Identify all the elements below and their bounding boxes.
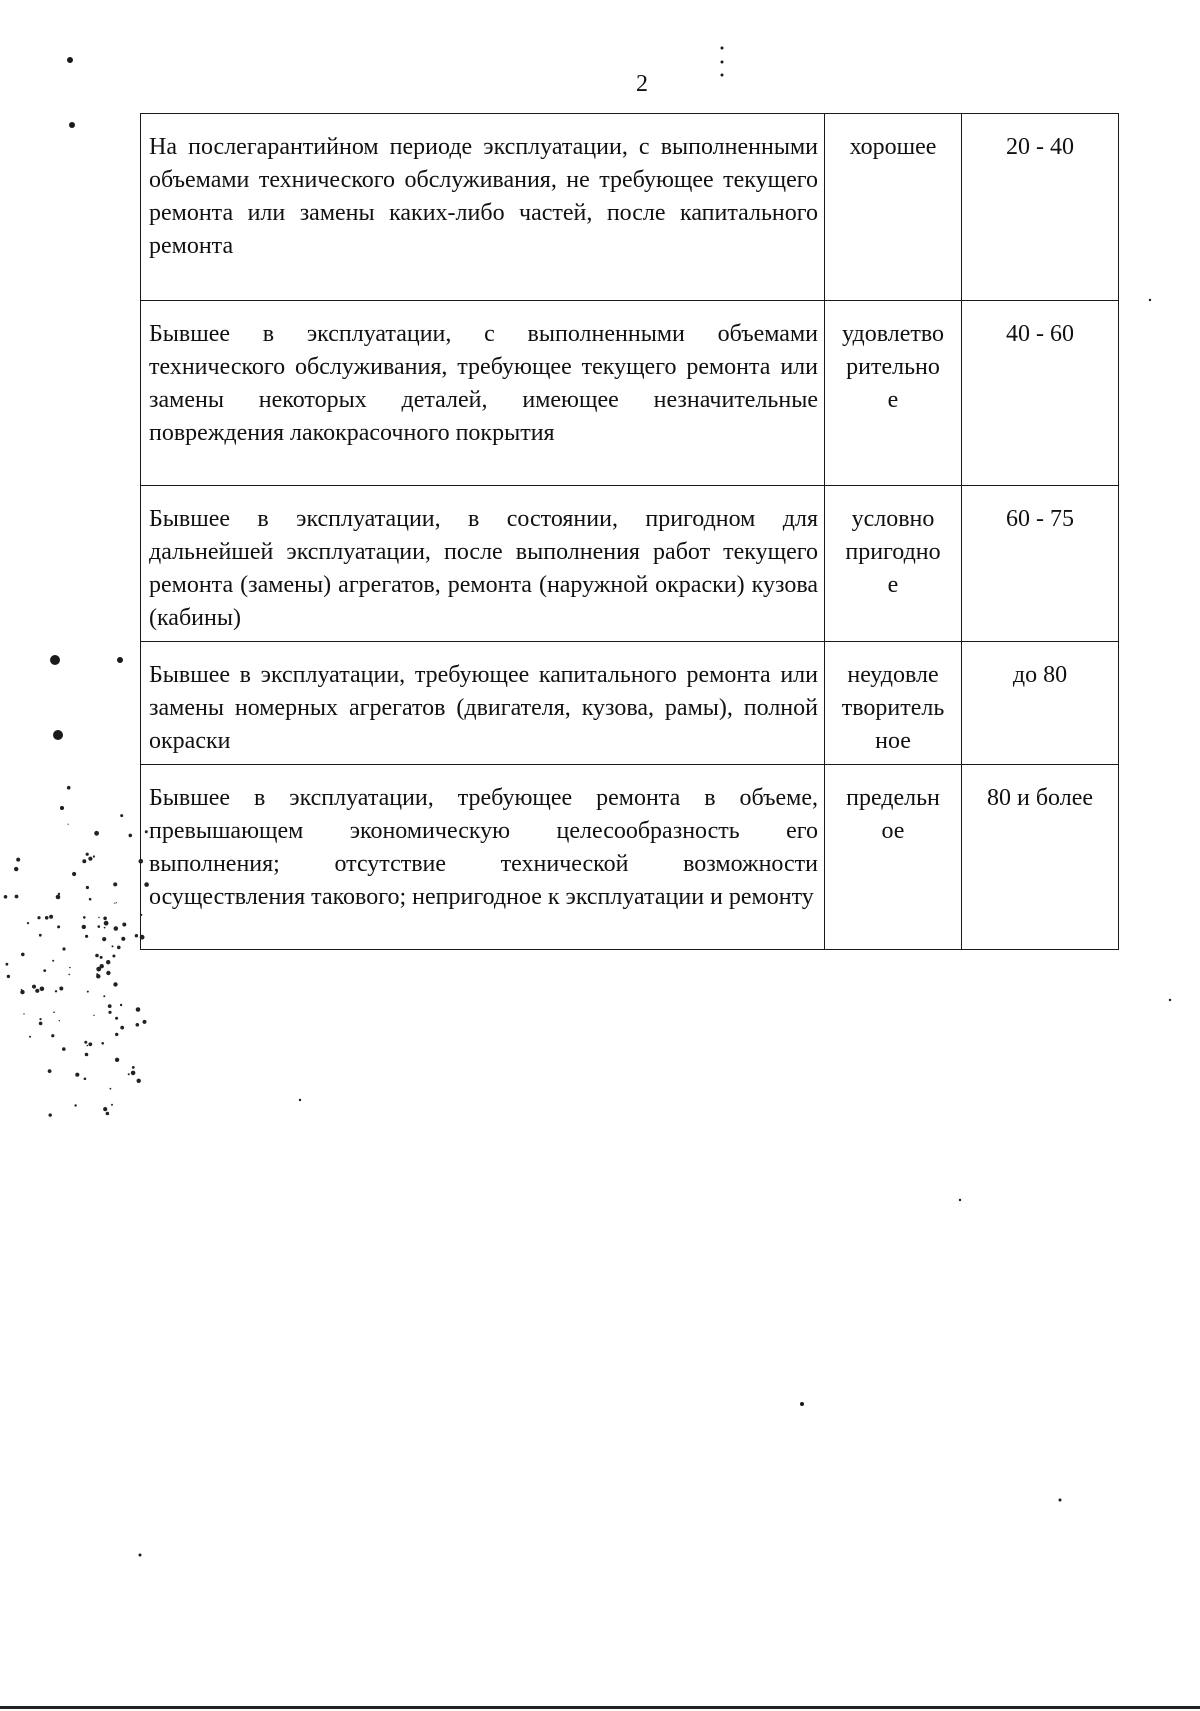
table-row bbox=[141, 486, 1119, 642]
condition-description: Бывшее в эксплуатации, с выполненными объемами технического обслуживания, требующее текущего ремонта или замены некоторых деталей, имеющее незначительные повреждения лакокрасочного покрытия bbox=[141, 301, 825, 486]
table-row bbox=[141, 301, 1119, 486]
state-line: е bbox=[887, 572, 899, 598]
state-line: ое bbox=[881, 818, 905, 844]
state-line: неудовле bbox=[847, 662, 939, 688]
condition-description: Бывшее в эксплуатации, в состоянии, пригодном для дальнейшей эксплуатации, после выполнения работ текущего ремонта (замены) агрегатов, ремонта (наружной окраски) кузова (кабины) bbox=[141, 486, 825, 642]
condition-description: Бывшее в эксплуатации, требующее капитального ремонта или замены номерных агрегатов (двигателя, кузова, рамы), полной окраски bbox=[141, 642, 825, 765]
condition-state bbox=[825, 765, 962, 950]
bottom-edge-line bbox=[0, 1706, 1200, 1709]
page-number: 2 bbox=[636, 71, 648, 97]
state-line: удовлетво bbox=[842, 321, 944, 347]
state-line: е bbox=[887, 387, 899, 413]
wear-range: до 80 bbox=[962, 642, 1119, 765]
state-line: ное bbox=[875, 728, 911, 754]
wear-range: 40 - 60 bbox=[962, 301, 1119, 486]
condition-state bbox=[825, 114, 962, 301]
condition-table bbox=[140, 113, 1119, 950]
condition-state bbox=[825, 642, 962, 765]
state-line: рительно bbox=[846, 354, 940, 380]
condition-state bbox=[825, 301, 962, 486]
table-row bbox=[141, 114, 1119, 301]
wear-range: 60 - 75 bbox=[962, 486, 1119, 642]
condition-description: На послегарантийном периоде эксплуатации, с выполненными объемами технического обслуживания, не требующее текущего ремонта или замены каких-либо частей, после капитального ремонта bbox=[141, 114, 825, 301]
state-line: хорошее bbox=[849, 134, 937, 160]
condition-state bbox=[825, 486, 962, 642]
state-line: пригодно bbox=[845, 539, 941, 565]
condition-description: Бывшее в эксплуатации, требующее ремонта в объеме, превышающем экономическую целесообразность его выполнения; отсутствие технической возможности осуществления такового; непригодное к эксплуатации и ремонту bbox=[141, 765, 825, 950]
state-line: условно bbox=[851, 506, 935, 532]
wear-range: 20 - 40 bbox=[962, 114, 1119, 301]
state-line: творитель bbox=[841, 695, 945, 721]
wear-range: 80 и более bbox=[962, 765, 1119, 950]
table-row bbox=[141, 765, 1119, 950]
table-row bbox=[141, 642, 1119, 765]
state-line: предельн bbox=[846, 785, 940, 811]
